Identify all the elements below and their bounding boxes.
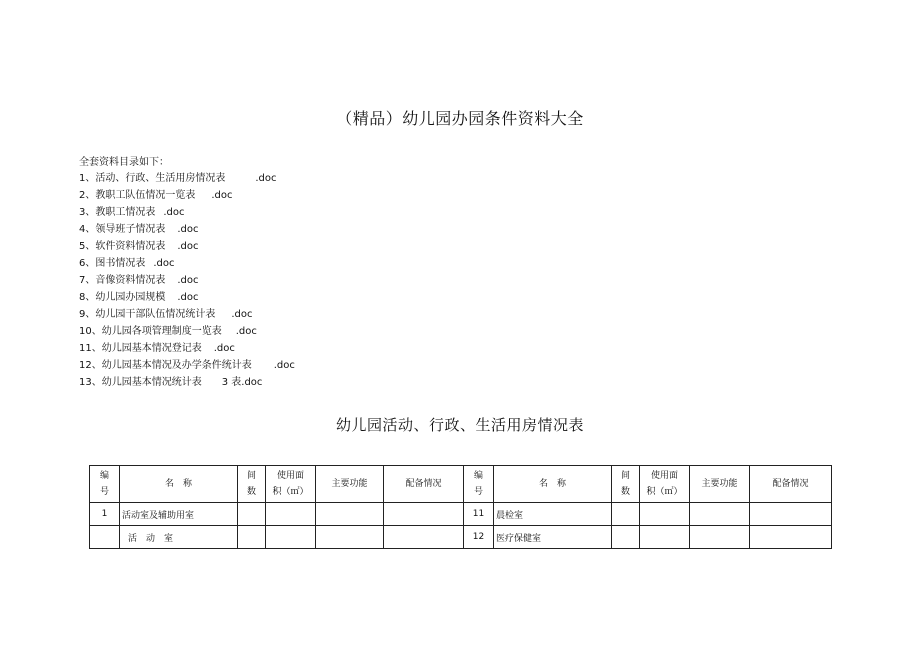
row-function xyxy=(690,526,750,549)
row-area xyxy=(640,526,690,549)
header-equipment: 配备情况 xyxy=(384,466,464,503)
row-name: 活动室及辅助用室 xyxy=(120,503,238,526)
toc-item-ext: .doc xyxy=(273,360,295,371)
row-room-count xyxy=(612,503,640,526)
toc-item-ext: .doc xyxy=(177,224,199,235)
header-number: 编 号 xyxy=(90,466,120,503)
toc-item-text: 5、软件资料情况表 xyxy=(79,241,166,252)
toc-item-text: 12、幼儿园基本情况及办学条件统计表 xyxy=(79,360,252,371)
document-title: （精品）幼儿园办园条件资料大全 xyxy=(336,109,584,128)
toc-item-text: 6、图书情况表 xyxy=(79,258,146,269)
toc-item-ext: .doc xyxy=(235,326,257,337)
toc-item-ext: .doc xyxy=(255,173,277,184)
toc-item xyxy=(79,289,295,306)
row-room-count xyxy=(612,526,640,549)
toc-item xyxy=(79,272,295,289)
row-name: 医疗保健室 xyxy=(494,526,612,549)
toc-item-ext: .doc xyxy=(177,292,199,303)
toc-item xyxy=(79,340,295,357)
toc-list xyxy=(79,170,295,391)
toc-item-ext: .doc xyxy=(177,275,199,286)
toc-item-text: 8、幼儿园办园规模 xyxy=(79,292,166,303)
row-number: 11 xyxy=(464,503,494,526)
header-equipment: 配备情况 xyxy=(750,466,832,503)
table-row xyxy=(90,503,832,526)
row-equipment xyxy=(384,503,464,526)
header-area: 使用面 积（㎡） xyxy=(266,466,316,503)
toc-item-ext: .doc xyxy=(153,258,175,269)
toc-item-text: 7、音像资料情况表 xyxy=(79,275,166,286)
row-name: 活 动 室 xyxy=(120,526,238,549)
header-room-count: 间 数 xyxy=(612,466,640,503)
toc-item-ext: .doc xyxy=(177,241,199,252)
table-header-row xyxy=(90,466,832,503)
toc-item xyxy=(79,238,295,255)
toc-item xyxy=(79,255,295,272)
toc-item-ext: .doc xyxy=(163,207,185,218)
row-area xyxy=(266,526,316,549)
row-room-count xyxy=(238,526,266,549)
row-equipment xyxy=(384,526,464,549)
toc-item xyxy=(79,374,295,391)
toc-item xyxy=(79,170,295,187)
row-equipment xyxy=(750,526,832,549)
header-room-count: 间 数 xyxy=(238,466,266,503)
header-function: 主要功能 xyxy=(690,466,750,503)
header-number: 编 号 xyxy=(464,466,494,503)
header-name: 名 称 xyxy=(120,466,238,503)
row-number: 1 xyxy=(90,503,120,526)
row-area xyxy=(640,503,690,526)
toc-item-text: 11、幼儿园基本情况登记表 xyxy=(79,343,202,354)
toc-item-text: 3、教职工情况表 xyxy=(79,207,156,218)
toc-item-text: 13、幼儿园基本情况统计表 xyxy=(79,377,202,388)
toc-item-text: 9、幼儿园干部队伍情况统计表 xyxy=(79,309,216,320)
row-room-count xyxy=(238,503,266,526)
table-row xyxy=(90,526,832,549)
rooms-table xyxy=(89,465,832,549)
toc-item-text: 4、领导班子情况表 xyxy=(79,224,166,235)
row-number: 12 xyxy=(464,526,494,549)
toc-item-text: 10、幼儿园各项管理制度一览表 xyxy=(79,326,222,337)
row-number xyxy=(90,526,120,549)
row-function xyxy=(316,503,384,526)
toc-item-ext: .doc xyxy=(211,190,233,201)
toc-item xyxy=(79,221,295,238)
toc-item-text: 1、活动、行政、生活用房情况表 xyxy=(79,173,226,184)
header-function: 主要功能 xyxy=(316,466,384,503)
row-name: 晨检室 xyxy=(494,503,612,526)
toc-intro: 全套资料目录如下： xyxy=(79,157,169,168)
row-function xyxy=(316,526,384,549)
toc-item xyxy=(79,357,295,374)
row-area xyxy=(266,503,316,526)
toc-item xyxy=(79,204,295,221)
toc-item-ext: 3 表.doc xyxy=(221,377,263,388)
toc-item-text: 2、教职工队伍情况一览表 xyxy=(79,190,196,201)
toc-item xyxy=(79,323,295,340)
table-title: 幼儿园活动、行政、生活用房情况表 xyxy=(335,416,584,434)
row-equipment xyxy=(750,503,832,526)
toc-item xyxy=(79,306,295,323)
row-function xyxy=(690,503,750,526)
toc-item xyxy=(79,187,295,204)
toc-item-ext: .doc xyxy=(231,309,253,320)
header-name: 名 称 xyxy=(494,466,612,503)
toc-item-ext: .doc xyxy=(213,343,235,354)
header-area: 使用面 积（㎡） xyxy=(640,466,690,503)
